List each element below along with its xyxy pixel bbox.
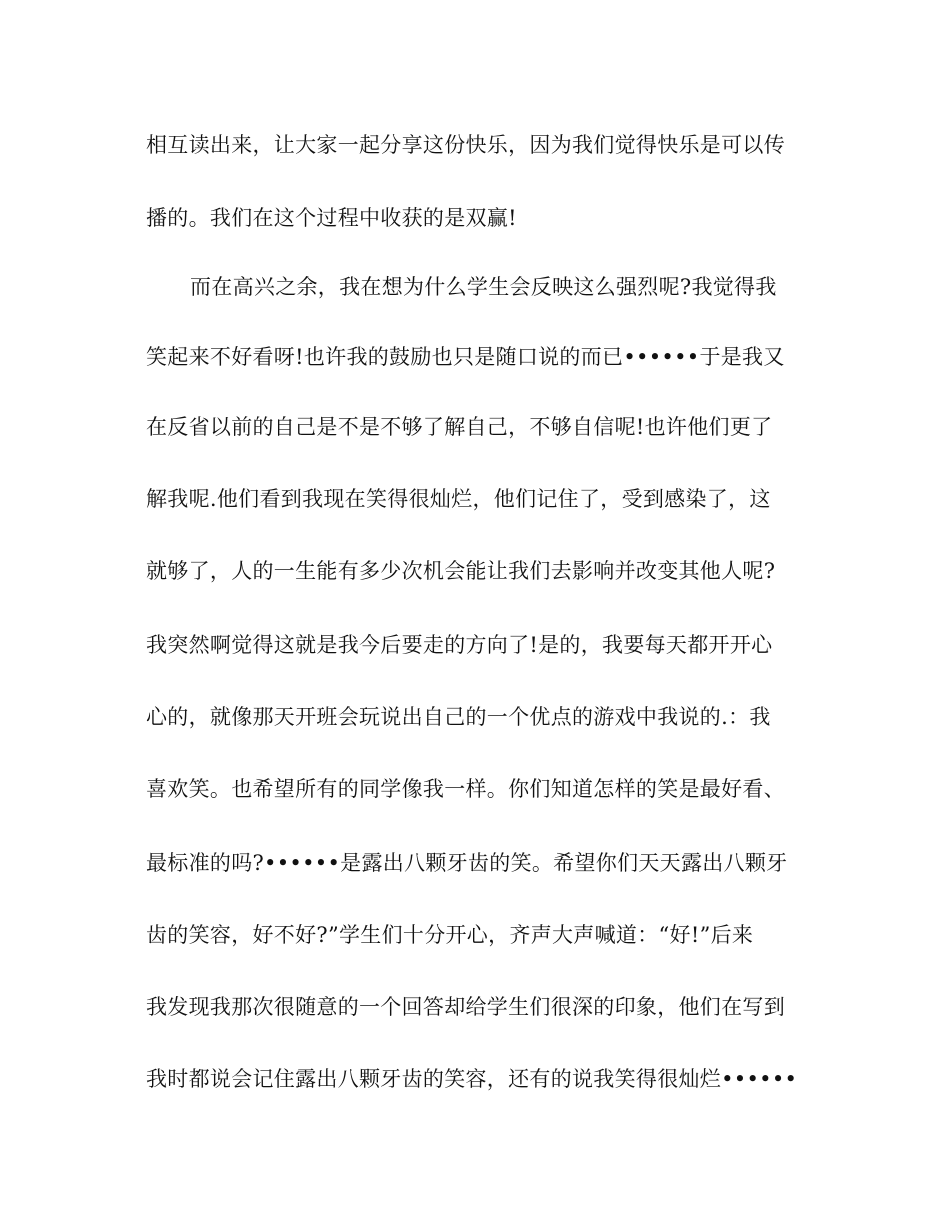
text-line: 齿的笑容，好不好?”学生们十分开心，齐声大声喊道：“好!”后来 [146, 923, 754, 947]
text-line: 笑起来不好看呀!也许我的鼓励也只是随口说的而已••••••于是我又 [146, 345, 785, 369]
text-line: 我突然啊觉得这就是我今后要走的方向了!是的，我要每天都开开心 [146, 633, 773, 657]
text-line: 最标准的吗?••••••是露出八颗牙齿的笑。希望你们天天露出八颗牙 [146, 851, 788, 875]
text-line: 我发现我那次很随意的一个回答却给学生们很深的印象，他们在写到 [146, 995, 785, 1019]
text-line: 心的，就像那天开班会玩说出自己的一个优点的游戏中我说的.：我 [146, 705, 771, 729]
text-line: 解我呢.他们看到我现在笑得很灿烂，他们记住了，受到感染了，这 [146, 487, 771, 511]
text-line: 在反省以前的自己是不是不够了解自己，不够自信呢!也许他们更了 [146, 415, 773, 439]
text-line: 播的。我们在这个过程中收获的是双赢! [146, 206, 517, 230]
text-line: 喜欢笑。也希望所有的同学像我一样。你们知道怎样的笑是最好看、 [146, 777, 785, 801]
text-line: 就够了，人的一生能有多少次机会能让我们去影响并改变其他人呢? [146, 559, 776, 583]
text-line: 相互读出来，让大家一起分享这份快乐，因为我们觉得快乐是可以传 [146, 133, 785, 157]
text-line: 我时都说会记住露出八颗牙齿的笑容，还有的说我笑得很灿烂•••••• [146, 1067, 798, 1091]
paragraph-start-line: 而在高兴之余，我在想为什么学生会反映这么强烈呢?我觉得我 [190, 275, 777, 299]
